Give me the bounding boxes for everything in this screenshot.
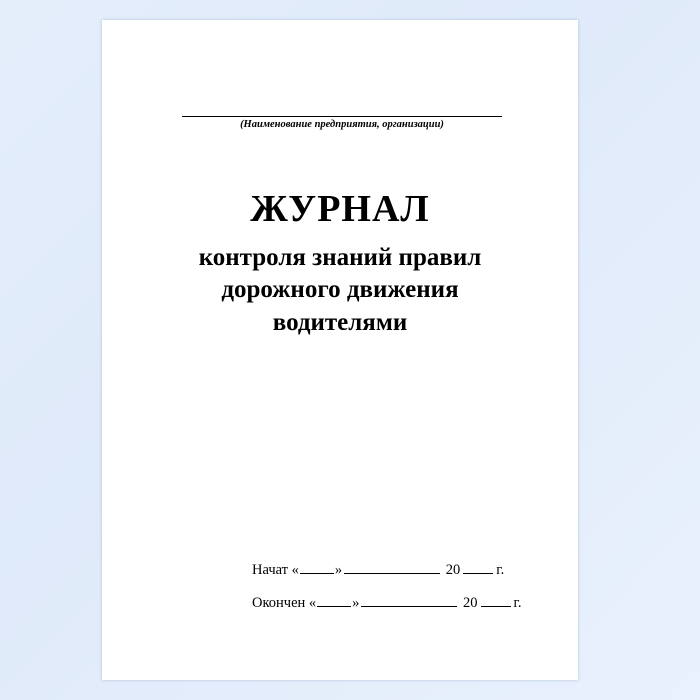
start-quote-open: « (291, 562, 299, 578)
end-month-input[interactable] (361, 593, 457, 607)
page-title: ЖУРНАЛ (250, 188, 430, 230)
document-page (102, 20, 578, 680)
end-year-input[interactable] (481, 593, 511, 607)
start-year-suffix: г. (496, 562, 505, 578)
page-subtitle-line-1: контроля знаний правил (198, 243, 482, 271)
end-date-label: Окончен (252, 595, 306, 611)
page-subtitle-line-3: водителями (272, 308, 408, 336)
start-month-input[interactable] (344, 560, 440, 574)
end-quote-open: « (308, 595, 317, 611)
start-year-prefix: 20 (445, 562, 461, 578)
start-quote-close: » (334, 562, 343, 578)
end-year-prefix: 20 (463, 595, 478, 611)
start-day-input[interactable] (300, 560, 334, 574)
end-day-input[interactable] (317, 593, 351, 607)
page-subtitle-line-2: дорожного движения (221, 276, 459, 304)
end-quote-close: » (352, 595, 360, 611)
start-date-row (252, 560, 552, 593)
end-date-row (252, 593, 552, 626)
organization-name-caption: (Наименование предприятия, организации) (240, 119, 444, 130)
title-block (140, 190, 540, 339)
page-subtitle (140, 242, 540, 340)
date-fields-block (252, 560, 552, 626)
start-year-input[interactable] (463, 560, 493, 574)
end-year-suffix: г. (513, 595, 522, 611)
organization-name-blank[interactable] (182, 115, 502, 117)
start-date-label: Начат (252, 562, 289, 578)
